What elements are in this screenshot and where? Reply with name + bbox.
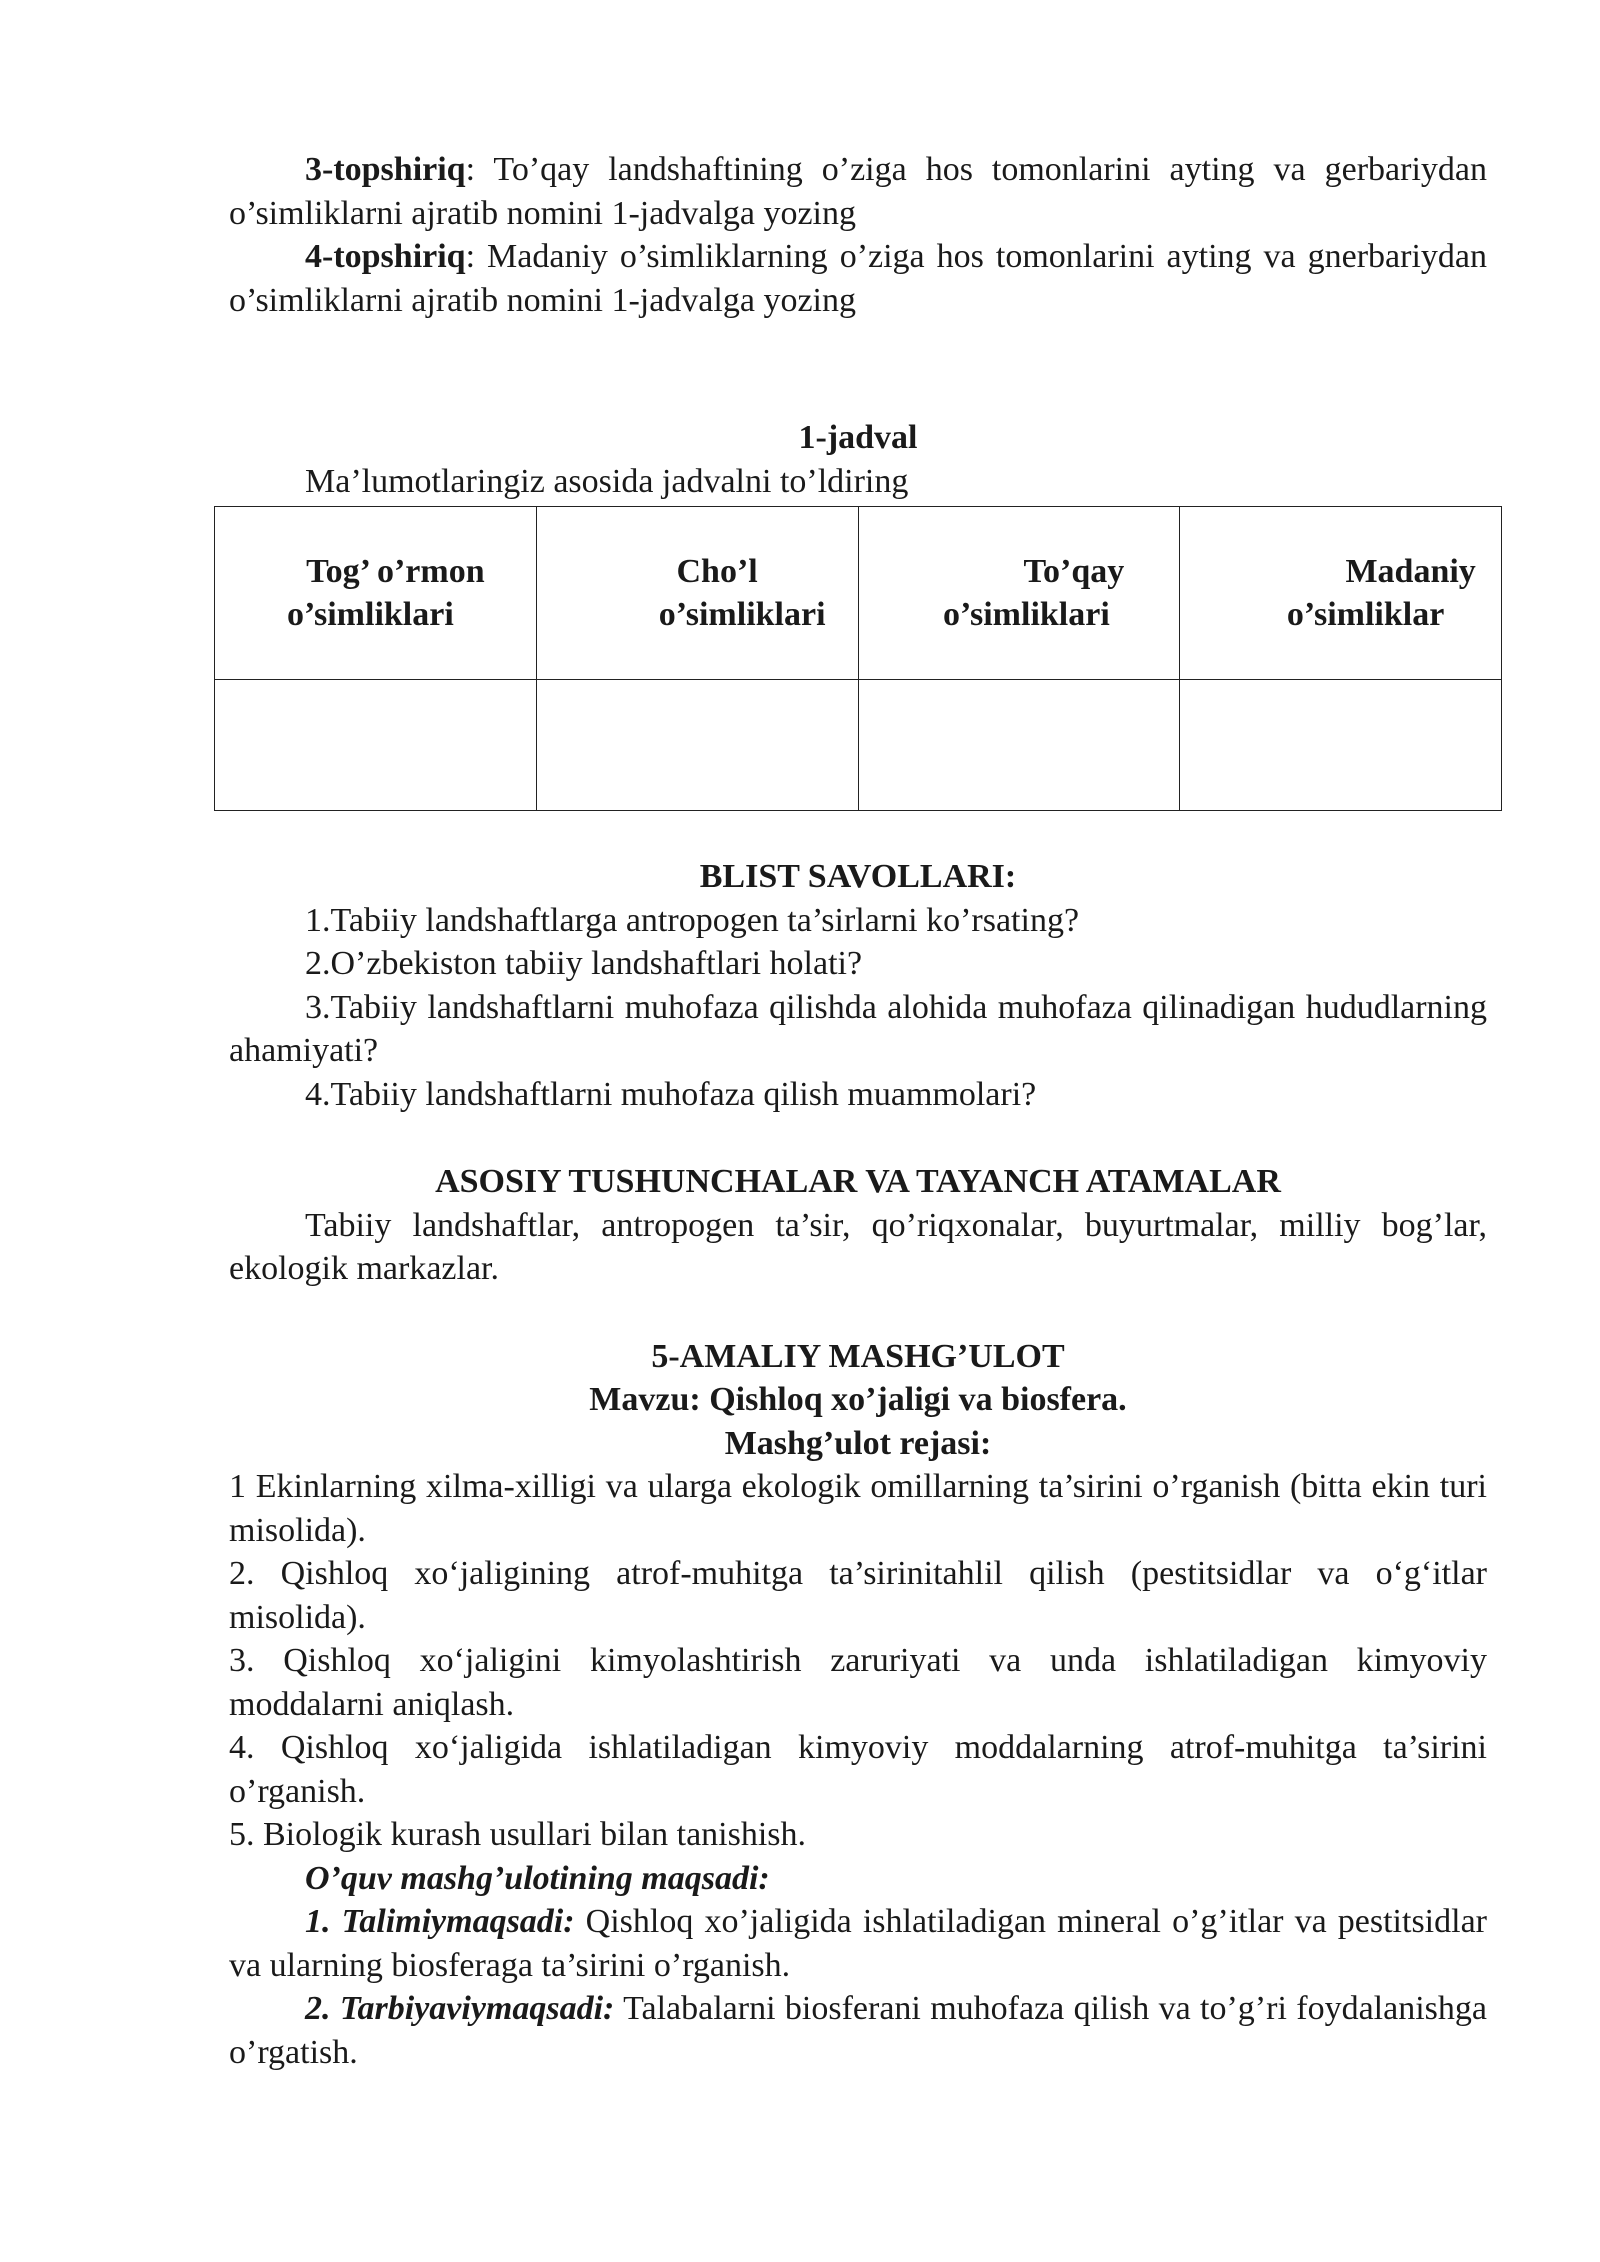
item-number: 3. [305, 988, 331, 1026]
task-4-paragraph [229, 235, 1487, 322]
blist-item [229, 942, 1487, 986]
goals-title: O’quv mashg’ulotining maqsadi: [305, 1859, 770, 1897]
table-instruction: Ma’lumotlaringiz asosida jadvalni to’ldiring [305, 462, 909, 500]
blist-title: BLIST SAVOLLARI: [699, 858, 1017, 895]
header-line: Tog’ o’rmon [306, 553, 485, 590]
table-empty-row [215, 680, 1502, 811]
concepts-title: ASOSIY TUSHUNCHALAR VA TAYANCH ATAMALAR [435, 1163, 1281, 1200]
table-header-cell [858, 507, 1180, 680]
header-line: To’qay [1023, 553, 1125, 590]
task-3-paragraph [229, 148, 1487, 235]
blist-item [229, 899, 1487, 943]
header-line: Cho’l [676, 553, 758, 590]
table-cell-empty[interactable] [1180, 680, 1502, 811]
plan-item: 1 Ekinlarning xilma-xilligi va ularga ekologik omillarning ta’sirini o’rganish (bitta ekin turi misolida). [229, 1468, 1487, 1549]
item-text: Tabiiy landshaftlarni muhofaza qilishda alohida muhofaza qilinadigan hududlarning ahamiyati? [229, 988, 1487, 1069]
table-cell-empty[interactable] [858, 680, 1180, 811]
table-header-cell [1180, 507, 1502, 680]
table-header-cell [536, 507, 858, 680]
table-cell-empty[interactable] [536, 680, 858, 811]
task-4-label: 4-topshiriq [305, 238, 466, 275]
goal-2-paragraph [229, 1987, 1487, 2074]
item-text: Tabiiy landshaftlarni muhofaza qilish muammolari? [330, 1075, 1037, 1113]
header-line: o’simliklar [1286, 596, 1445, 633]
goal-2-text: Talabalarni biosferani muhofaza qilish va to’g’ri foydalanishga o’rgatish. [229, 1990, 1487, 2071]
table-header-row [215, 507, 1502, 680]
practice-title: 5-AMALIY MASHG’ULOT [651, 1337, 1065, 1375]
plan-item: 4. Qishloq xo‘jaligida ishlatiladigan kimyoviy moddalarning atrof-muhitga ta’sirini o’rganish. [229, 1729, 1487, 1810]
header-line: o’simliklari [658, 596, 826, 633]
table-header-cell [215, 507, 537, 680]
task-3-label: 3-topshiriq [305, 151, 466, 188]
concepts-text: Tabiiy landshaftlar, antropogen ta’sir, qo’riqxonalar, buyurtmalar, milliy bog’lar, ekologik markazlar. [229, 1206, 1487, 1287]
blist-item [229, 1073, 1487, 1117]
plants-table [214, 506, 1502, 811]
goal-2-label: 2. Tarbiyaviymaqsadi: [305, 1990, 615, 2027]
table-cell-empty[interactable] [215, 680, 537, 811]
item-text: Tabiiy landshaftlarga antropogen ta’sirlarni ko’rsating? [330, 901, 1080, 939]
practice-topic: Mavzu: Qishloq xo’jaligi va biosfera. [589, 1381, 1127, 1418]
goal-1-paragraph [229, 1900, 1487, 1987]
plan-item: 2. Qishloq xo‘jaligining atrof-muhitga ta’sirinitahlil qilish (pestitsidlar va o‘g‘itlar misolida). [229, 1555, 1487, 1636]
goal-1-label: 1. Talimiymaqsadi: [305, 1903, 575, 1940]
plan-item: 5. Biologik kurash usullari bilan tanishish. [229, 1816, 807, 1853]
item-number: 4. [305, 1075, 331, 1113]
item-text: O’zbekiston tabiiy landshaftlari holati? [330, 945, 863, 982]
task-4-text: : Madaniy o’simliklarning o’ziga hos tomonlarini ayting va gnerbariydan o’simliklarni ajratib nomini 1-jadvalga yozing [229, 238, 1487, 319]
plan-title: Mashg’ulot rejasi: [724, 1424, 992, 1462]
item-number: 1. [305, 901, 331, 939]
table-caption: 1-jadval [798, 419, 918, 456]
header-line: o’simliklari [286, 596, 454, 633]
goal-1-text: Qishloq xo’jaligida ishlatiladigan mineral o’g’itlar va pestitsidlar va ularning biosferaga ta’sirini o’rganish. [229, 1903, 1487, 1984]
header-line: o’simliklari [942, 596, 1110, 633]
header-line: Madaniy [1345, 553, 1476, 590]
document-page [229, 148, 1487, 2074]
plan-item: 3. Qishloq xo‘jaligini kimyolashtirish zaruriyati va unda ishlatiladigan kimyoviy moddalarni aniqlash. [229, 1642, 1487, 1723]
blist-item [229, 986, 1487, 1073]
item-number: 2. [305, 945, 331, 982]
task-3-text: : To’qay landshaftining o’ziga hos tomonlarini ayting va gerbariydan o’simliklarni ajratib nomini 1-jadvalga yozing [229, 151, 1487, 232]
